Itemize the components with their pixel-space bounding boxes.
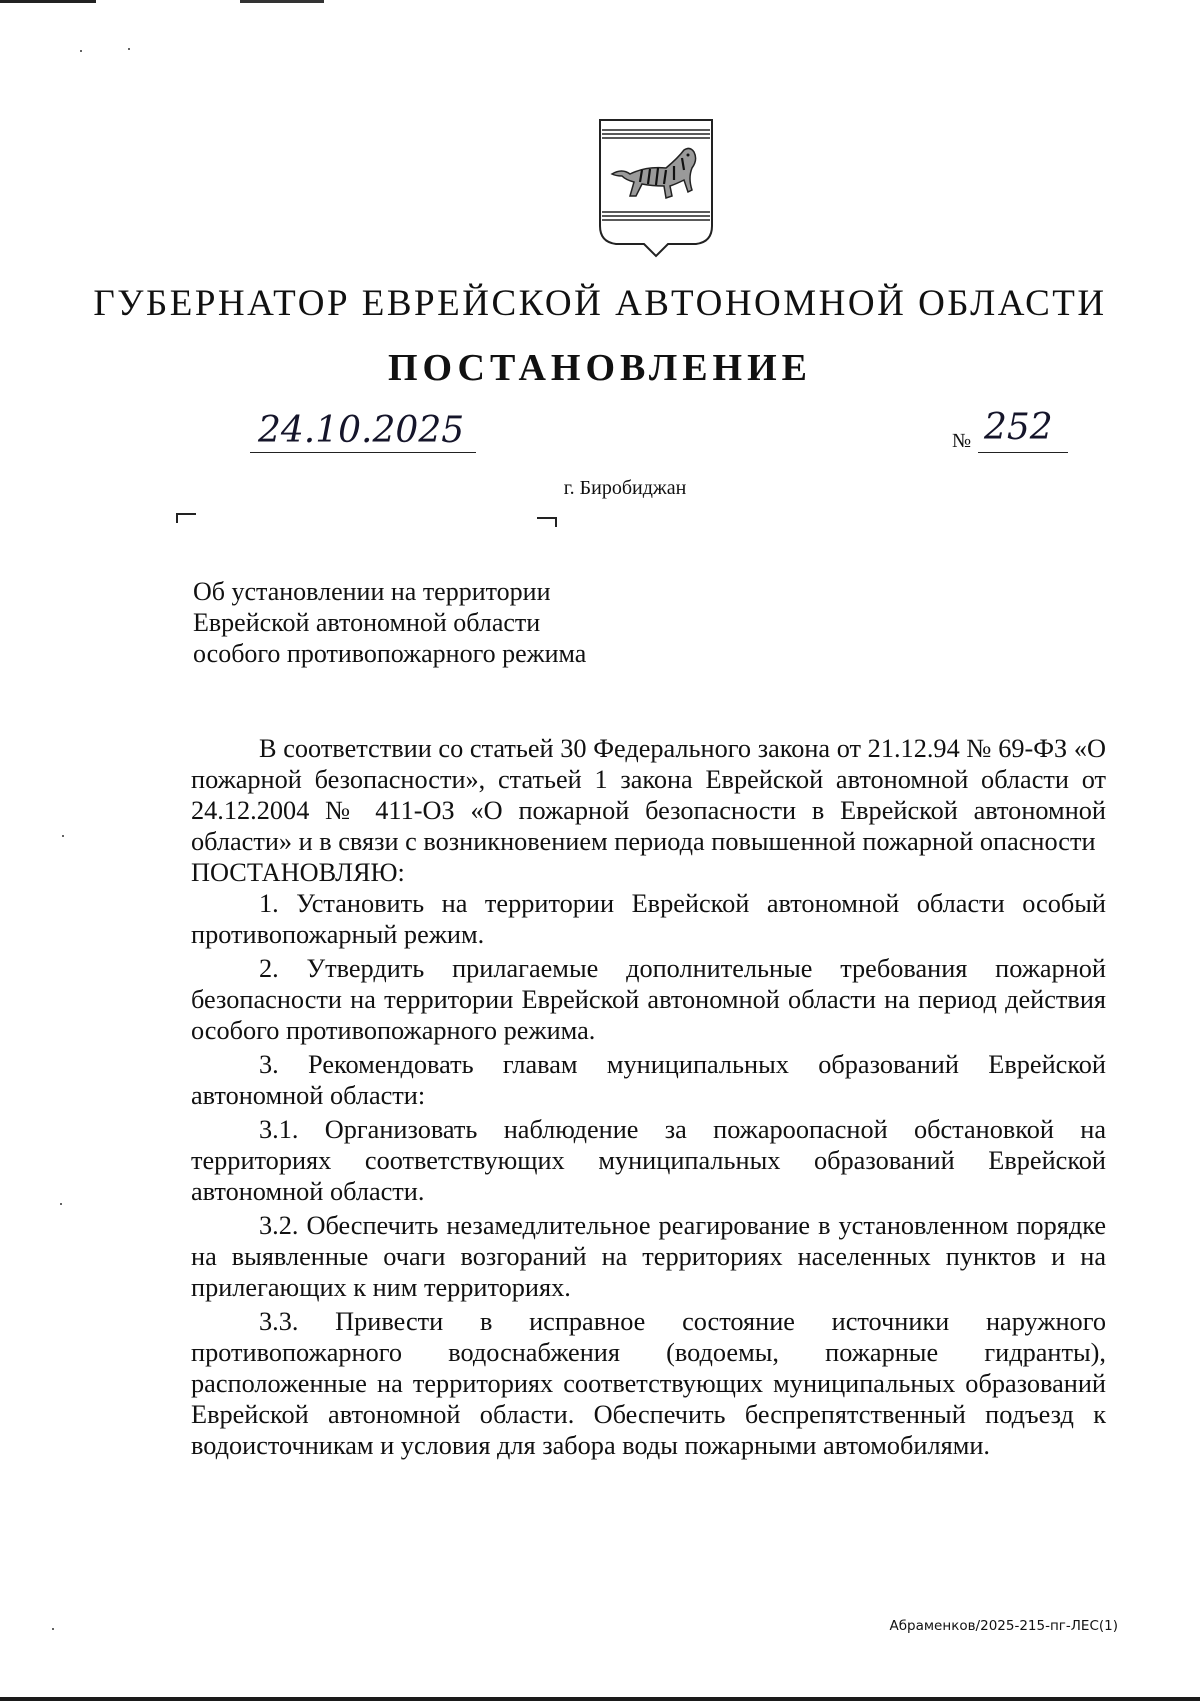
city-name: г. Биробиджан (563, 477, 687, 499)
scan-speck (60, 1203, 62, 1205)
clause-paragraph: 2. Утвердить прилагаемые дополнительные требования пожарной безопасности на территории Еврейской автономной области на период действия особого противопожарного режима. (191, 954, 1106, 1045)
coat-of-arms-tiger-icon (596, 118, 716, 260)
scan-speck (128, 48, 130, 50)
document-body (191, 733, 1106, 1461)
scan-edge-top (0, 0, 1200, 3)
authority-title: ГУБЕРНАТОР ЕВРЕЙСКОЙ АВТОНОМНОЙ ОБЛАСТИ (93, 283, 1107, 324)
subject-heading (193, 576, 586, 669)
clause-paragraph: 3. Рекомендовать главам муниципальных образований Еврейской автономной области: (191, 1050, 1106, 1110)
subject-bracket-right (537, 517, 557, 527)
number-label: № (952, 430, 972, 452)
scan-edge-bottom (0, 1697, 1200, 1701)
clause-paragraph: 1. Установить на территории Еврейской автономной области особый противопожарный режим. (191, 889, 1106, 949)
clause-paragraph: 3.2. Обеспечить незамедлительное реагирование в установленном порядке на выявленные очаги возгораний на территориях населенных пунктов и на прилегающих к ним территориях. (191, 1211, 1106, 1302)
document-reference-footer: Абраменков/2025-215-пг-ЛЕС(1) (889, 1618, 1118, 1634)
clause-paragraph: 3.3. Привести в исправное состояние источники наружного противопожарного водоснабжения (водоемы, пожарные гидранты), расположенные на территориях соответствующих муниципальных образований Еврейской автономной области. Обеспечить беспрепятственный подъезд к водоисточникам и условия для забора воды пожарными автомобилями. (191, 1307, 1106, 1460)
subject-line: особого противопожарного режима (193, 639, 587, 668)
scan-speck (52, 1628, 54, 1630)
handwritten-date: 24.10.2025 (258, 410, 465, 451)
subject-line: Об установлении на территории (193, 577, 551, 606)
subject-bracket-left (176, 513, 196, 523)
resolves-heading: ПОСТАНОВЛЯЮ: (191, 858, 405, 887)
preamble-paragraph: В соответствии со статьей 30 Федерального закона от 21.12.94 № 69-ФЗ «О пожарной безопасности», статьей 1 закона Еврейской автономной области от 24.12.2004 № 411-ОЗ «О пожарной безопасности в Еврейской автономной области» и в связи с возникновением периода повышенной пожарной опасности (191, 734, 1106, 856)
scan-speck (80, 50, 82, 52)
scan-speck (62, 835, 64, 837)
document-type-title: ПОСТАНОВЛЕНИЕ (387, 347, 813, 389)
subject-line: Еврейской автономной области (193, 608, 541, 637)
number-underline (978, 452, 1068, 453)
date-underline (250, 452, 476, 453)
handwritten-number: 252 (984, 407, 1053, 448)
clause-paragraph: 3.1. Организовать наблюдение за пожароопасной обстановкой на территориях соответствующих муниципальных образований Еврейской автономной области. (191, 1115, 1106, 1206)
